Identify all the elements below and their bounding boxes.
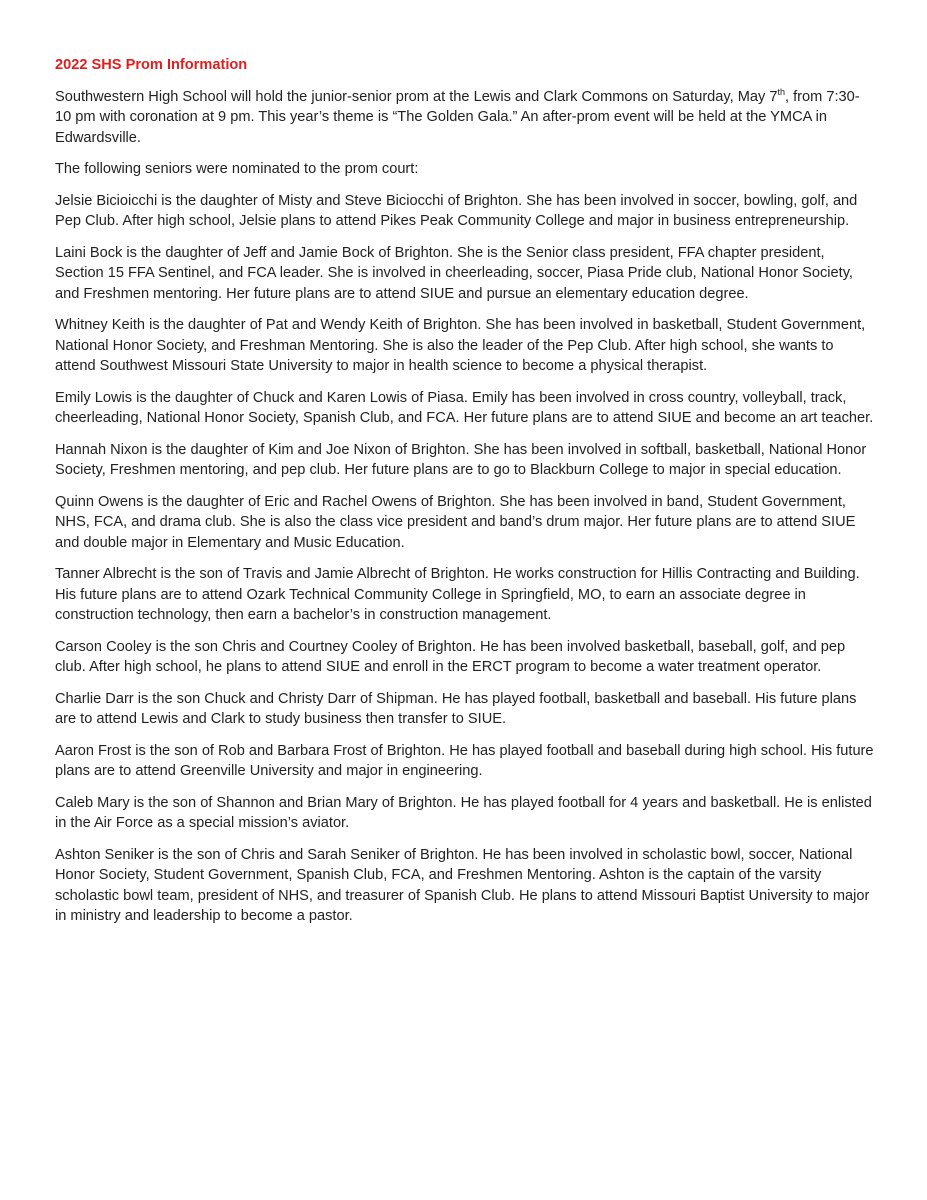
intro-text-part2: , from 7:30-10 pm with coronation at 9 pm. This year’s theme is “The Golden Gala.” An after-prom event will be held at the YMCA in Edwardsville.	[55, 88, 860, 146]
nominee-emily-lowis: Emily Lowis is the daughter of Chuck and Karen Lowis of Piasa. Emily has been involved in cross country, volleyball, track, cheerleading, National Honor Society, Spanish Club, and FCA. Her future plans are to attend SIUE and become an art teacher.	[55, 389, 874, 426]
document-title: 2022 SHS Prom Information	[55, 57, 248, 73]
nominee-aaron-frost: Aaron Frost is the son of Rob and Barbara Frost of Brighton. He has played football and baseball during high school. His future plans are to attend Greenville University and major in engineering.	[55, 742, 874, 779]
document-page	[55, 55, 875, 938]
nominee-hannah-nixon: Hannah Nixon is the daughter of Kim and Joe Nixon of Brighton. She has been involved in softball, basketball, National Honor Society, Freshmen mentoring, and pep club. Her future plans are to go to Blackburn College to major in special education.	[55, 441, 867, 478]
intro-text-part1: Southwestern High School will hold the junior-senior prom at the Lewis and Clark Commons on Saturday, May 7	[55, 88, 778, 105]
intro-paragraph	[55, 87, 875, 149]
court-intro: The following seniors were nominated to the prom court:	[55, 161, 419, 177]
nominee-caleb-mary: Caleb Mary is the son of Shannon and Brian Mary of Brighton. He has played football for 4 years and basketball. He is enlisted in the Air Force as a special mission’s aviator.	[55, 794, 872, 831]
nominee-ashton-seniker: Ashton Seniker is the son of Chris and Sarah Seniker of Brighton. He has been involved in scholastic bowl, soccer, National Honor Society, Student Government, Spanish Club, FCA, and Freshmen Mentoring. Ashton is the captain of the varsity scholastic bowl team, president of NHS, and treasurer of Spanish Club. He plans to attend Missouri Baptist University to major in ministry and leadership to become a pastor.	[55, 846, 870, 924]
nominee-charlie-darr: Charlie Darr is the son Chuck and Christy Darr of Shipman. He has played football, basketball and baseball. His future plans are to attend Lewis and Clark to study business then transfer to SIUE.	[55, 690, 857, 727]
nominee-whitney-keith: Whitney Keith is the daughter of Pat and Wendy Keith of Brighton. She has been involved in basketball, Student Government, National Honor Society, and Freshman Mentoring. She is also the leader of the Pep Club. After high school, she wants to attend Southwest Missouri State University to major in health science to become a physical therapist.	[55, 317, 866, 374]
nominee-carson-cooley: Carson Cooley is the son Chris and Courtney Cooley of Brighton. He has been involved basketball, baseball, golf, and pep club. After high school, he plans to attend SIUE and enroll in the ERCT program to become a water treatment operator.	[55, 638, 846, 675]
nominee-laini-bock: Laini Bock is the daughter of Jeff and Jamie Bock of Brighton. She is the Senior class president, FFA chapter president, Section 15 FFA Sentinel, and FCA leader. She is involved in cheerleading, soccer, Piasa Pride club, National Honor Society, and Freshmen mentoring. Her future plans are to attend SIUE and pursue an elementary education degree.	[55, 244, 853, 302]
nominee-jelsie-bicioicchi: Jelsie Bicioicchi is the daughter of Misty and Steve Biciocchi of Brighton. She has been involved in soccer, bowling, golf, and Pep Club. After high school, Jelsie plans to attend Pikes Peak Community College and major in business entrepreneurship.	[55, 192, 858, 229]
intro-superscript: th	[777, 86, 785, 97]
nominee-tanner-albrecht: Tanner Albrecht is the son of Travis and Jamie Albrecht of Brighton. He works construction for Hillis Contracting and Building. His future plans are to attend Ozark Technical Community College in Springfield, MO, to earn an associate degree in construction technology, then earn a bachelor’s in construction management.	[55, 566, 860, 623]
nominee-quinn-owens: Quinn Owens is the daughter of Eric and Rachel Owens of Brighton. She has been involved in band, Student Government, NHS, FCA, and drama club. She is also the class vice president and band’s drum major. Her future plans are to attend SIUE and double major in Elementary and Music Education.	[55, 493, 856, 551]
